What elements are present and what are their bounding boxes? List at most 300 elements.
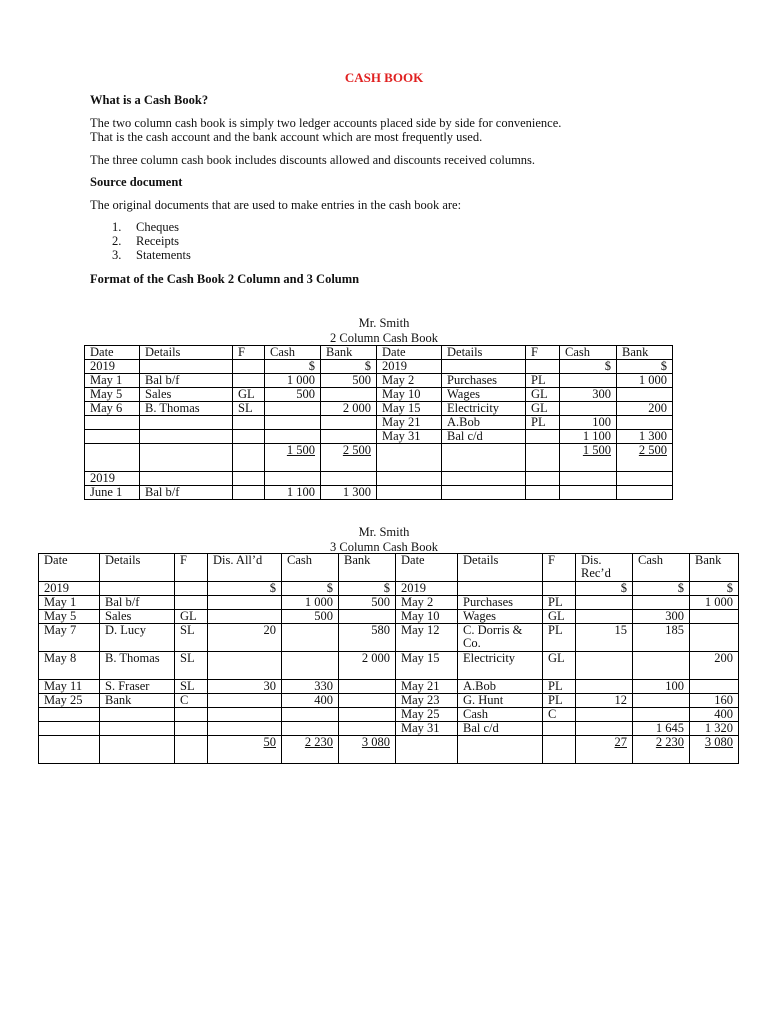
table-cell <box>543 694 576 708</box>
cell-text: Bal c/d <box>463 721 499 735</box>
cell-text: 300 <box>592 387 611 401</box>
table-cell <box>458 694 543 708</box>
cell-text: 2019 <box>90 359 115 373</box>
list-item: 2. Receipts <box>112 234 180 248</box>
table-cell <box>233 486 265 500</box>
cell-text: $ <box>269 581 276 595</box>
cell-text: 2 500 <box>342 443 371 457</box>
table-cell <box>543 708 576 722</box>
source-document-list <box>112 220 191 262</box>
table-row <box>85 486 673 500</box>
cell-text: May 2 <box>382 373 415 387</box>
cell-text: G. Hunt <box>463 693 504 707</box>
table-cell <box>633 610 690 624</box>
table-row <box>39 736 739 764</box>
cell-text: $ <box>677 581 684 595</box>
header-cell <box>526 346 560 360</box>
table-cell <box>339 582 396 596</box>
paragraph-line: The two column cash book is simply two ledger accounts placed side by side for convenience. <box>90 116 562 130</box>
table-cell <box>265 430 321 444</box>
two-column-cash-book <box>84 345 673 500</box>
cell-text: 500 <box>371 595 390 609</box>
cell-text: D. Lucy <box>105 623 146 637</box>
cell-text: SL <box>180 679 195 693</box>
header-cell <box>458 554 543 582</box>
table-cell <box>321 360 377 374</box>
cell-text: May 31 <box>401 721 440 735</box>
table-cell <box>265 388 321 402</box>
cell-text: C. Dorris & Co. <box>463 623 523 650</box>
table-cell <box>442 444 526 472</box>
table-cell <box>377 444 442 472</box>
table-cell <box>690 722 739 736</box>
header-cell <box>265 346 321 360</box>
table-row <box>85 472 673 486</box>
table-cell <box>442 360 526 374</box>
table-cell <box>39 596 100 610</box>
cell-text: May 5 <box>90 387 123 401</box>
table-cell <box>85 388 140 402</box>
two-col-owner: Mr. Smith <box>358 316 410 330</box>
cell-text: GL <box>531 401 548 415</box>
table-cell <box>690 680 739 694</box>
table-cell <box>208 708 282 722</box>
three-column-cash-book <box>38 553 739 764</box>
cell-text: B. Thomas <box>105 651 160 665</box>
table-cell <box>85 402 140 416</box>
table-cell <box>526 416 560 430</box>
cell-text: Purchases <box>463 595 513 609</box>
header-cell <box>321 346 377 360</box>
cell-text: $ <box>660 359 667 373</box>
table-cell <box>617 402 673 416</box>
table-row <box>39 722 739 736</box>
table-cell <box>140 444 233 472</box>
table-cell <box>617 416 673 430</box>
cell-text: PL <box>548 623 563 637</box>
table-cell <box>282 736 339 764</box>
table-row <box>85 374 673 388</box>
cell-text: GL <box>548 651 565 665</box>
table-cell <box>100 582 175 596</box>
table-cell <box>560 444 617 472</box>
header-cell <box>339 554 396 582</box>
header-text: Details <box>463 553 499 567</box>
table-cell <box>560 416 617 430</box>
table-cell <box>265 374 321 388</box>
header-cell <box>576 554 633 582</box>
three-col-caption: 3 Column Cash Book <box>330 540 438 554</box>
cell-text: 100 <box>665 679 684 693</box>
header-cell <box>617 346 673 360</box>
cell-text: 1 500 <box>582 443 611 457</box>
table-cell <box>526 444 560 472</box>
table-cell <box>321 444 377 472</box>
table-cell <box>458 652 543 680</box>
header-cell <box>442 346 526 360</box>
table-cell <box>377 388 442 402</box>
cell-text: A.Bob <box>447 415 480 429</box>
table-cell <box>282 680 339 694</box>
header-text: F <box>238 345 245 359</box>
cell-text: 400 <box>314 693 333 707</box>
cell-text: 1 645 <box>655 721 684 735</box>
table-cell <box>396 722 458 736</box>
cell-text: Bal b/f <box>145 373 180 387</box>
table-cell <box>339 708 396 722</box>
cell-text: GL <box>531 387 548 401</box>
table-cell <box>39 652 100 680</box>
table-cell <box>100 708 175 722</box>
header-cell <box>377 346 442 360</box>
table-cell <box>339 694 396 708</box>
table-cell <box>100 596 175 610</box>
table-cell <box>208 610 282 624</box>
table-cell <box>543 736 576 764</box>
table-cell <box>617 430 673 444</box>
table-cell <box>175 624 208 652</box>
cell-text: 1 300 <box>638 429 667 443</box>
header-text: Bank <box>344 553 371 567</box>
table-cell <box>690 708 739 722</box>
table-cell <box>458 722 543 736</box>
header-cell <box>140 346 233 360</box>
table-cell <box>39 610 100 624</box>
table-cell <box>543 596 576 610</box>
cell-text: $ <box>604 359 611 373</box>
table-cell <box>100 680 175 694</box>
cell-text: PL <box>531 415 546 429</box>
table-cell <box>690 582 739 596</box>
cell-text: SL <box>238 401 253 415</box>
table-cell <box>321 430 377 444</box>
cell-text: S. Fraser <box>105 679 150 693</box>
table-cell <box>543 582 576 596</box>
header-row <box>85 346 673 360</box>
table-cell <box>233 360 265 374</box>
table-cell <box>233 402 265 416</box>
table-cell <box>85 416 140 430</box>
header-text: Details <box>447 345 483 359</box>
table-cell <box>543 680 576 694</box>
table-cell <box>576 652 633 680</box>
table-cell <box>321 402 377 416</box>
table-cell <box>39 736 100 764</box>
table-cell <box>526 486 560 500</box>
table-cell <box>321 374 377 388</box>
cell-text: May 5 <box>44 609 77 623</box>
header-cell <box>543 554 576 582</box>
table-row <box>85 430 673 444</box>
table-cell <box>396 610 458 624</box>
table-cell <box>617 486 673 500</box>
table-cell <box>265 402 321 416</box>
table-row <box>85 416 673 430</box>
table-cell <box>140 360 233 374</box>
table-cell <box>282 722 339 736</box>
cell-text: Wages <box>447 387 481 401</box>
cell-text: Bank <box>105 693 132 707</box>
table-cell <box>100 610 175 624</box>
table-cell <box>233 374 265 388</box>
table-cell <box>321 486 377 500</box>
cell-text: 2019 <box>44 581 69 595</box>
table-cell <box>208 736 282 764</box>
cell-text: 1 000 <box>704 595 733 609</box>
cell-text: 3 080 <box>361 735 390 749</box>
table-cell <box>690 624 739 652</box>
table-cell <box>526 472 560 486</box>
table-cell <box>265 486 321 500</box>
cell-text: 12 <box>614 693 627 707</box>
cell-text: June 1 <box>90 485 123 499</box>
cell-text: PL <box>548 595 563 609</box>
cell-text: Wages <box>463 609 497 623</box>
header-text: Details <box>145 345 181 359</box>
table-cell <box>140 388 233 402</box>
cell-text: 3 080 <box>704 735 733 749</box>
cell-text: 2019 <box>382 359 407 373</box>
table-cell <box>140 486 233 500</box>
cell-text: May 1 <box>90 373 123 387</box>
table-cell <box>233 430 265 444</box>
table-cell <box>396 624 458 652</box>
table-cell <box>282 652 339 680</box>
table-cell <box>377 360 442 374</box>
table-cell <box>526 374 560 388</box>
cell-text: 50 <box>263 735 276 749</box>
three-col-owner: Mr. Smith <box>358 525 410 539</box>
cell-text: May 6 <box>90 401 123 415</box>
table-cell <box>208 652 282 680</box>
table-cell <box>265 444 321 472</box>
table-cell <box>339 610 396 624</box>
table-cell <box>282 624 339 652</box>
two-col-caption: 2 Column Cash Book <box>330 331 438 345</box>
list-item: 1. Cheques <box>112 220 180 234</box>
table-cell <box>377 402 442 416</box>
table-cell <box>560 472 617 486</box>
table-cell <box>175 722 208 736</box>
table-cell <box>140 430 233 444</box>
table-cell <box>282 694 339 708</box>
cell-text: 1 100 <box>582 429 611 443</box>
cell-text: 160 <box>714 693 733 707</box>
header-text: F <box>548 553 555 567</box>
cell-text: May 25 <box>44 693 83 707</box>
header-text: F <box>180 553 187 567</box>
source-heading: Source document <box>90 175 183 189</box>
table-cell <box>208 722 282 736</box>
cell-text: 2019 <box>90 471 115 485</box>
table-cell <box>175 596 208 610</box>
cell-text: PL <box>548 679 563 693</box>
header-cell <box>282 554 339 582</box>
table-cell <box>233 444 265 472</box>
table-cell <box>233 388 265 402</box>
table-cell <box>576 582 633 596</box>
table-cell <box>100 694 175 708</box>
cell-text: GL <box>548 609 565 623</box>
table-cell <box>208 582 282 596</box>
table-cell <box>543 722 576 736</box>
cell-text: Sales <box>145 387 172 401</box>
header-text: Date <box>382 345 406 359</box>
table-row <box>39 708 739 722</box>
table-cell <box>633 652 690 680</box>
table-cell <box>633 596 690 610</box>
table-cell <box>442 416 526 430</box>
table-cell <box>100 652 175 680</box>
list-item: 3. Statements <box>112 248 191 262</box>
header-text: Dis. All’d <box>213 553 263 567</box>
table-row <box>39 624 739 652</box>
table-cell <box>633 582 690 596</box>
table-cell <box>617 472 673 486</box>
cell-text: May 1 <box>44 595 77 609</box>
table-cell <box>140 402 233 416</box>
table-cell <box>458 736 543 764</box>
table-cell <box>560 374 617 388</box>
cell-text: $ <box>726 581 733 595</box>
table-cell <box>265 472 321 486</box>
cell-text: 300 <box>665 609 684 623</box>
table-cell <box>377 416 442 430</box>
table-cell <box>633 624 690 652</box>
table-cell <box>100 624 175 652</box>
table-cell <box>339 596 396 610</box>
table-cell <box>543 624 576 652</box>
table-cell <box>321 472 377 486</box>
table-cell <box>339 652 396 680</box>
table-cell <box>576 736 633 764</box>
cell-text: 2 000 <box>361 651 390 665</box>
cell-text: 1 500 <box>286 443 315 457</box>
table-cell <box>576 596 633 610</box>
table-cell <box>617 388 673 402</box>
table-cell <box>543 610 576 624</box>
header-text: Cash <box>638 553 663 567</box>
table-cell <box>633 680 690 694</box>
cell-text: Electricity <box>447 401 500 415</box>
cell-text: May 21 <box>401 679 440 693</box>
cell-text: 1 000 <box>286 373 315 387</box>
table-cell <box>282 610 339 624</box>
table-cell <box>442 402 526 416</box>
header-cell <box>39 554 100 582</box>
cell-text: $ <box>383 581 390 595</box>
header-text: Cash <box>565 345 590 359</box>
table-cell <box>543 652 576 680</box>
header-text: Bank <box>326 345 353 359</box>
header-cell <box>396 554 458 582</box>
table-cell <box>233 472 265 486</box>
table-row <box>39 652 739 680</box>
table-cell <box>617 360 673 374</box>
cell-text: 2 230 <box>655 735 684 749</box>
cell-text: Electricity <box>463 651 516 665</box>
table-cell <box>396 582 458 596</box>
table-cell <box>140 374 233 388</box>
cell-text: GL <box>180 609 197 623</box>
cell-text: 2019 <box>401 581 426 595</box>
header-text: Cash <box>287 553 312 567</box>
header-text: Cash <box>270 345 295 359</box>
table-cell <box>396 708 458 722</box>
header-cell <box>233 346 265 360</box>
cell-text: 1 000 <box>304 595 333 609</box>
table-cell <box>526 402 560 416</box>
table-cell <box>39 708 100 722</box>
table-cell <box>175 694 208 708</box>
table-cell <box>85 486 140 500</box>
table-row <box>85 360 673 374</box>
question-heading: What is a Cash Book? <box>90 93 209 107</box>
cell-text: A.Bob <box>463 679 496 693</box>
table-cell <box>560 360 617 374</box>
cell-text: SL <box>180 623 195 637</box>
table-cell <box>282 596 339 610</box>
table-cell <box>526 388 560 402</box>
header-text: Date <box>401 553 425 567</box>
table-row <box>39 582 739 596</box>
table-cell <box>208 680 282 694</box>
page-title: CASH BOOK <box>344 70 424 85</box>
table-cell <box>39 694 100 708</box>
cell-text: May 2 <box>401 595 434 609</box>
table-cell <box>560 430 617 444</box>
table-cell <box>339 680 396 694</box>
table-row <box>39 694 739 708</box>
table-cell <box>690 736 739 764</box>
table-cell <box>617 374 673 388</box>
table-cell <box>233 416 265 430</box>
table-cell <box>282 582 339 596</box>
table-cell <box>140 472 233 486</box>
header-cell <box>100 554 175 582</box>
cell-text: May 25 <box>401 707 440 721</box>
cell-text: 1 100 <box>286 485 315 499</box>
table-cell <box>396 694 458 708</box>
table-cell <box>576 680 633 694</box>
cell-text: 580 <box>371 623 390 637</box>
cell-text: May 8 <box>44 651 77 665</box>
table-cell <box>560 388 617 402</box>
table-cell <box>458 680 543 694</box>
cell-text: 1 320 <box>704 721 733 735</box>
table-cell <box>175 736 208 764</box>
table-cell <box>208 596 282 610</box>
cell-text: 27 <box>614 735 627 749</box>
table-cell <box>265 416 321 430</box>
table-cell <box>208 694 282 708</box>
cell-text: 500 <box>314 609 333 623</box>
cell-text: GL <box>238 387 255 401</box>
table-cell <box>85 374 140 388</box>
table-cell <box>458 582 543 596</box>
table-cell <box>265 360 321 374</box>
header-cell <box>560 346 617 360</box>
table-cell <box>39 624 100 652</box>
table-cell <box>85 360 140 374</box>
table-row <box>39 596 739 610</box>
table-cell <box>396 680 458 694</box>
table-cell <box>576 694 633 708</box>
table-cell <box>100 722 175 736</box>
cell-text: 500 <box>352 373 371 387</box>
cell-text: May 21 <box>382 415 421 429</box>
cell-text: May 12 <box>401 623 440 637</box>
